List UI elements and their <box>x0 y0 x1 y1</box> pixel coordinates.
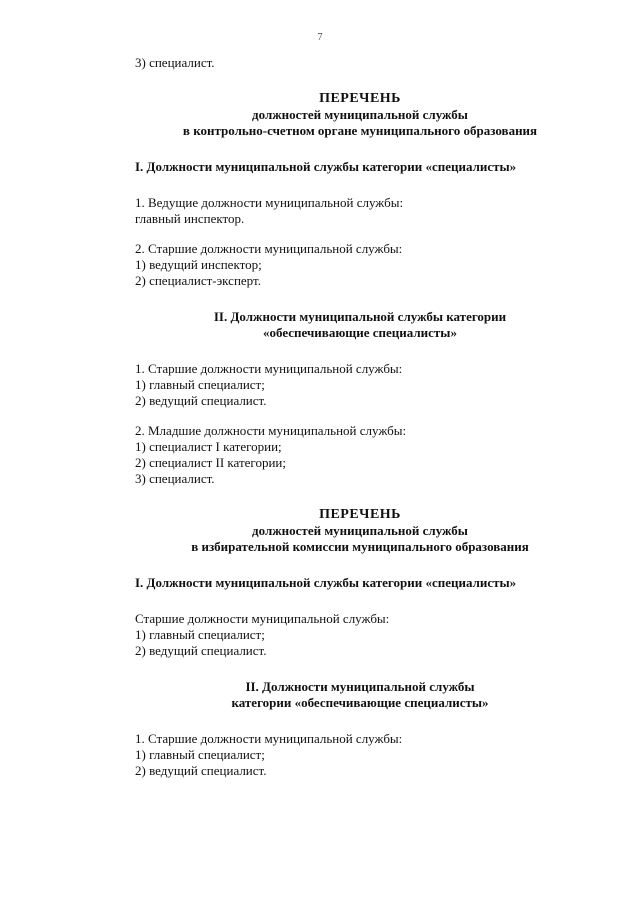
list1-s2-group1-header: 1. Старшие должности муниципальной службы: <box>135 361 403 376</box>
list2-section2-heading-line2: категории «обеспечивающие специалисты» <box>231 695 489 710</box>
document-body <box>135 55 585 779</box>
list1-section2-heading-line2: «обеспечивающие специалисты» <box>263 325 457 340</box>
list1-section2-heading-line1: II. Должности муниципальной службы категории <box>213 309 507 324</box>
list2-section2-heading-line1: II. Должности муниципальной службы <box>245 679 475 694</box>
list2-title: ПЕРЕЧЕНЬ <box>319 507 401 522</box>
list1-s2-group2-item: 3) специалист. <box>135 471 215 486</box>
intro-line: 3) специалист. <box>135 55 215 70</box>
list1-s1-group2-item: 1) ведущий инспектор; <box>135 257 262 272</box>
list1-s2-group1-item: 2) ведущий специалист. <box>135 393 267 408</box>
list1-subtitle2: в контрольно-счетном органе муниципального образования <box>182 123 538 138</box>
list1-block <box>135 91 585 487</box>
list2-section1-heading: I. Должности муниципальной службы категории «специалисты» <box>135 575 517 590</box>
list2-s2-group1-item: 2) ведущий специалист. <box>135 763 267 778</box>
list2-s2-group1-header: 1. Старшие должности муниципальной службы: <box>135 731 403 746</box>
list2-s2-group1-item: 1) главный специалист; <box>135 747 265 762</box>
list2-block <box>135 507 585 779</box>
list2-subtitle1: должностей муниципальной службы <box>252 523 468 538</box>
list1-title: ПЕРЕЧЕНЬ <box>319 91 401 106</box>
list1-section1-heading: I. Должности муниципальной службы категории «специалисты» <box>135 159 517 174</box>
list2-s1-group1-item: 1) главный специалист; <box>135 627 265 642</box>
list1-s1-group2-item: 2) специалист-эксперт. <box>135 273 261 288</box>
list2-s1-group1-item: 2) ведущий специалист. <box>135 643 267 658</box>
list1-s1-group1-item: главный инспектор. <box>135 211 245 226</box>
list1-subtitle1: должностей муниципальной службы <box>252 107 468 122</box>
list1-s2-group1-item: 1) главный специалист; <box>135 377 265 392</box>
list1-s2-group2-item: 1) специалист I категории; <box>135 439 282 454</box>
list2-subtitle2: в избирательной комиссии муниципального образования <box>191 539 529 554</box>
page-number: 7 <box>317 32 323 43</box>
list1-s1-group2-header: 2. Старшие должности муниципальной службы: <box>135 241 403 256</box>
list1-s2-group2-item: 2) специалист II категории; <box>135 455 286 470</box>
list1-s2-group2-header: 2. Младшие должности муниципальной службы: <box>135 423 407 438</box>
list1-s1-group1-header: 1. Ведущие должности муниципальной службы: <box>135 195 404 210</box>
list2-s1-group1-header: Старшие должности муниципальной службы: <box>135 611 390 626</box>
